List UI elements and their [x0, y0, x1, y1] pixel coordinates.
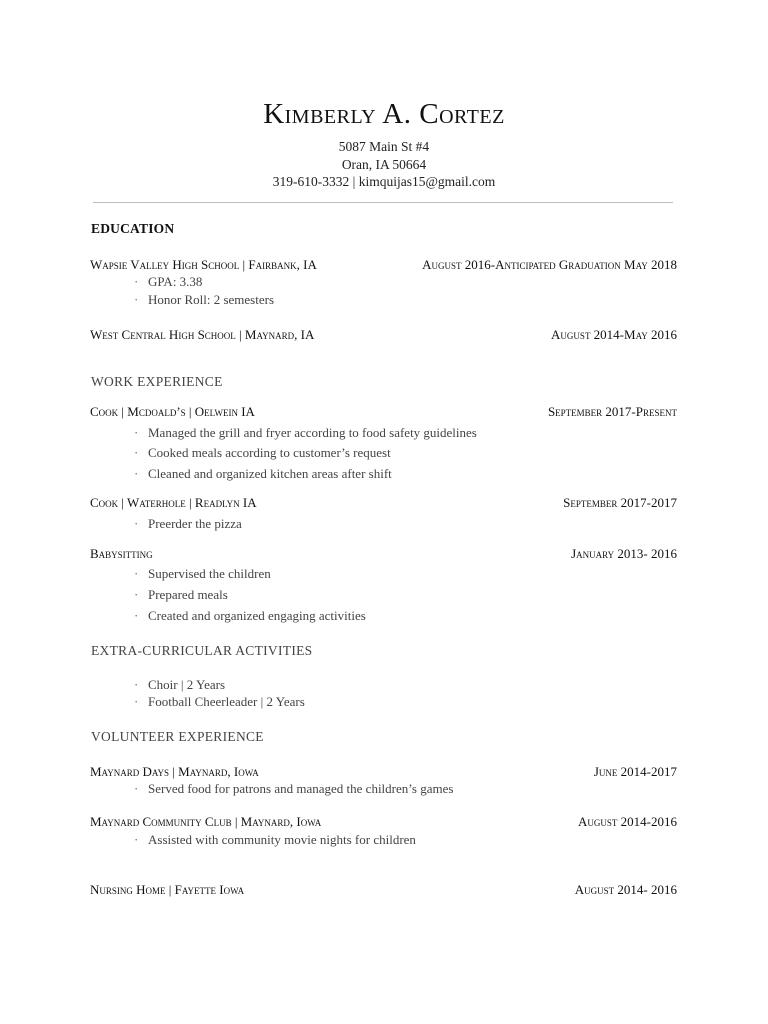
bullet-icon: · — [134, 274, 139, 289]
entry-date: August 2014-May 2016 — [551, 327, 677, 342]
education-heading: EDUCATION — [91, 221, 175, 236]
list-item — [134, 587, 228, 603]
candidate-name: Kimberly A. Cortez — [263, 98, 505, 130]
list-item-text: Managed the grill and fryer according to food safety guidelines — [148, 425, 477, 440]
list-item-text: GPA: 3.38 — [148, 274, 203, 289]
entry-title: Cook | Waterhole | Readlyn IA — [90, 495, 257, 510]
list-item — [134, 445, 391, 461]
bullet-icon: · — [134, 781, 139, 796]
list-item — [134, 566, 271, 582]
list-item-text: Created and organized engaging activities — [148, 608, 366, 623]
bullet-icon: · — [134, 516, 139, 531]
list-item — [134, 608, 366, 624]
entry-title: Cook | Mcdoald’s | Oelwein IA — [90, 404, 255, 419]
list-item — [134, 694, 305, 710]
bullet-icon: · — [134, 832, 139, 847]
entry-date: August 2014-2016 — [578, 814, 677, 829]
list-item — [134, 781, 453, 797]
entry-title: West Central High School | Maynard, IA — [90, 327, 315, 342]
list-item — [134, 425, 477, 441]
work-experience-heading: WORK EXPERIENCE — [91, 374, 223, 389]
bullet-icon: · — [134, 292, 139, 307]
entry-title: Maynard Community Club | Maynard, Iowa — [90, 814, 322, 829]
address-line-2: Oran, IA 50664 — [341, 157, 427, 172]
list-item-text: Supervised the children — [148, 566, 271, 581]
header-divider — [93, 202, 673, 203]
list-item-text: Preerder the pizza — [148, 516, 242, 531]
entry-date: September 2017-2017 — [563, 495, 677, 510]
list-item — [134, 274, 202, 290]
entry-title: Maynard Days | Maynard, Iowa — [90, 764, 259, 779]
bullet-icon: · — [134, 566, 139, 581]
entry-date: August 2014- 2016 — [574, 882, 677, 897]
phone-email: 319-610-3332 | kimquijas15@gmail.com — [272, 174, 496, 189]
bullet-icon: · — [134, 694, 139, 709]
list-item-text: Prepared meals — [148, 587, 228, 602]
entry-date: June 2014-2017 — [593, 764, 677, 779]
list-item-text: Assisted with community movie nights for children — [148, 832, 416, 847]
bullet-icon: · — [134, 466, 139, 481]
entry-date: September 2017-Present — [547, 404, 677, 419]
entry-title: Wapsie Valley High School | Fairbank, IA — [90, 257, 317, 272]
bullet-icon: · — [134, 425, 139, 440]
list-item-text: Honor Roll: 2 semesters — [148, 292, 275, 307]
list-item-text: Cooked meals according to customer’s request — [148, 445, 391, 460]
bullet-icon: · — [134, 587, 139, 602]
list-item — [134, 832, 416, 848]
bullet-icon: · — [134, 445, 139, 460]
volunteer-experience-heading: VOLUNTEER EXPERIENCE — [91, 729, 264, 744]
bullet-icon: · — [134, 677, 139, 692]
list-item — [134, 677, 225, 693]
list-item-text: Choir | 2 Years — [148, 677, 225, 692]
entry-date: August 2016-Anticipated Graduation May 2018 — [422, 257, 677, 272]
address-line-1: 5087 Main St #4 — [338, 139, 430, 154]
list-item-text: Cleaned and organized kitchen areas after shift — [148, 466, 392, 481]
bullet-icon: · — [134, 608, 139, 623]
entry-date: January 2013- 2016 — [571, 546, 677, 561]
list-item-text: Football Cheerleader | 2 Years — [148, 694, 305, 709]
list-item-text: Served food for patrons and managed the children’s games — [148, 781, 454, 796]
list-item — [134, 516, 242, 532]
entry-title: Babysitting — [90, 546, 153, 561]
list-item — [134, 466, 392, 482]
list-item — [134, 292, 274, 308]
extracurricular-heading: EXTRA-CURRICULAR ACTIVITIES — [91, 643, 313, 658]
entry-title: Nursing Home | Fayette Iowa — [90, 882, 245, 897]
